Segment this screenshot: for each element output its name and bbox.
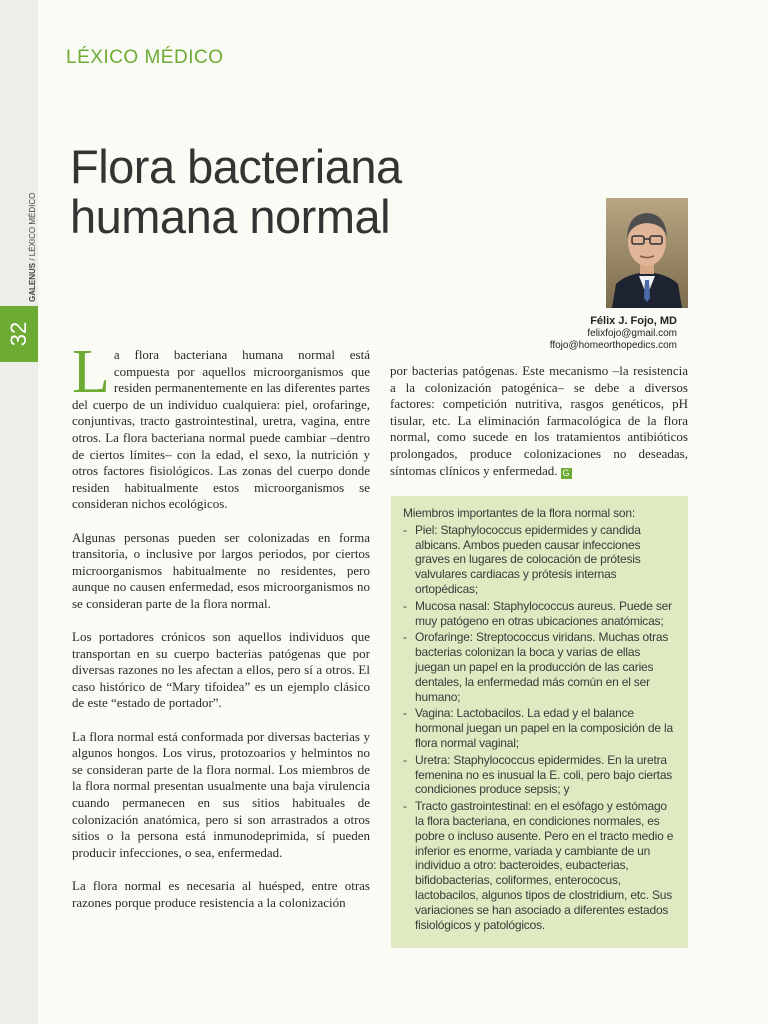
end-mark-icon: G <box>562 467 570 478</box>
spine-brand: GALENUS <box>28 262 37 302</box>
sidebar-box <box>391 496 688 948</box>
author-photo <box>606 198 688 308</box>
left-margin-strip <box>0 0 38 1024</box>
sidebar-list <box>403 523 678 933</box>
paragraph-6 <box>390 363 688 479</box>
article-column-left <box>72 338 370 928</box>
paragraph-1 <box>72 338 370 513</box>
paragraph-1-text: a flora bacteriana humana normal está compuesta por aquellos microorganismos que residen permanentemente en las diferentes partes del cuerpo de un individuo cualquiera: piel, orofaringe, conjuntivas, tracto gastrointestinal, uretra, vagina, entre otros. La flora bacteriana normal puede cambiar –dentro de ciertos límites– con la edad, el sexo, la nutrición y otros factores fisiológicos. Las zonas del cuerpo donde residen habitualmente estos microorganismos se consideran nichos ecológicos. <box>72 347 370 512</box>
spine-label <box>28 193 37 302</box>
list-item: - Uretra: Staphylococcus epidermides. En la uretra femenina no es inusual la E. coli, pero bajo ciertas condiciones produce sepsis; y <box>403 753 678 797</box>
drop-cap: L <box>72 338 110 406</box>
paragraph-6-text: por bacterias patógenas. Este mecanismo –la resistencia a la colonización patogénica– se debe a diversos factores: competición nutritiva, rasgos genéticos, pH tisular, etc. La eliminación farmacológica de la flora normal, como sucede en los tratamientos antibióticos prolongados, produce colonizaciones no deseadas, síntomas clínicos y enfermedad. <box>390 363 688 478</box>
article-title <box>70 142 550 242</box>
article-column-right <box>390 363 688 479</box>
author-name: Félix J. Fojo, MD <box>590 315 677 327</box>
sidebar-title: Miembros importantes de la flora normal son: <box>403 506 635 520</box>
list-item: - Orofaringe: Streptococcus viridans. Muchas otras bacterias colonizan la boca y varias de ellas juegan un papel en la producción de las caries dentales, la enfermedad más común en el ser humano; <box>403 630 678 704</box>
paragraph-5: La flora normal es necesaria al huésped, entre otras razones porque produce resistencia a la colonización <box>72 878 370 910</box>
spine-section: / LÉXICO MÉDICO <box>28 192 37 263</box>
page-number: 32 <box>5 321 31 347</box>
title-line-1: Flora bacteriana <box>70 140 402 193</box>
paragraph-2: Algunas personas pueden ser colonizadas en forma transitoria, o inclusive por largos periodos, por ciertos microorganismos habitualmente no residentes, pero aunque no causen enfermedad, esos microorganismos no se consideran parte de la flora normal. <box>72 529 370 611</box>
title-line-2: humana normal <box>70 190 391 243</box>
paragraph-3: Los portadores crónicos son aquellos individuos que transportan en su cuerpo bacterias patógenas que por diversas razones no les afectan a ellos, pero sí a otros. El caso histórico de “Mary tifoidea” es un ejemplo clásico de este “estado de portador”. <box>72 629 370 711</box>
list-item: - Piel: Staphylococcus epidermides y candida albicans. Ambos pueden causar infecciones graves en lugares de colocación de prótesis valvulares cardiacas y prótesis internas ortopédicas; <box>403 523 678 597</box>
paragraph-4: La flora normal está conformada por diversas bacterias y algunos hongos. Los virus, protozoarios y helmintos no se consideran parte de la flora normal. Los miembros de la flora normal presentan usualmente una baja virulencia cuando permanecen en sus sitios habituales de colonización anatómica, pero si son arrastrados a otros sitios o la persona está inmunodeprimida, sí pueden producir infecciones, o sea, enfermedad. <box>72 728 370 860</box>
section-label: LÉXICO MÉDICO <box>66 47 224 68</box>
list-item: - Tracto gastrointestinal: en el esófago y estómago la flora bacteriana, en condiciones normales, es pobre o incluso ausente. Pero en el tracto medio e inferior es enorme, variada y cambiante de un individuo a otro: bacteroides, eubacterias, bifidobacterias, coliformes, enterococus, lactobacilos, algunos tipos de clostridium, etc. Sus variaciones se han asociado a diferentes estados fisiológicos y patológicos. <box>403 799 678 932</box>
page-number-tab <box>0 306 38 362</box>
author-email-1: felixfojo@gmail.com <box>587 328 677 339</box>
author-info <box>450 314 677 352</box>
author-email-2: ffojo@homeorthopedics.com <box>549 340 677 351</box>
list-item: - Vagina: Lactobacilos. La edad y el balance hormonal juegan un papel en la composición de la flora normal vaginal; <box>403 706 678 750</box>
list-item: - Mucosa nasal: Staphylococcus aureus. Puede ser muy patógeno en otras ubicaciones anatómicas; <box>403 599 678 629</box>
